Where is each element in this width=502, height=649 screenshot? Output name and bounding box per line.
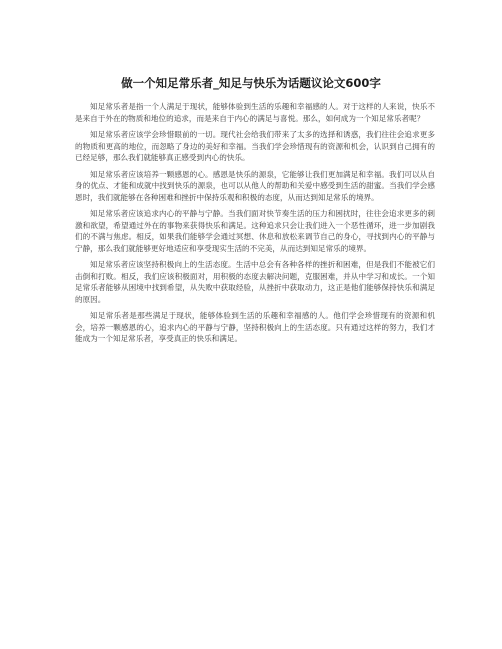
document-title: 做一个知足常乐者_知足与快乐为话题议论文600字 xyxy=(121,76,381,90)
paragraph-conclusion: 知足常乐者是那些满足于现状，能够体验到生活的乐趣和幸福感的人。他们学会珍惜现有的资源和机会，培养一颗感恩的心，追求内心的平静与宁静，坚持积极向上的生活态度。只有通过这样的努力，我们才能成为一个知足常乐者，享受真正的快乐和满足。 xyxy=(75,311,435,343)
paragraph-inner-peace: 知足常乐者应该追求内心的平静与宁静。当我们面对快节奏生活的压力和困扰时，往往会追求更多的刺激和欲望，希望通过外在的事物来获得快乐和满足。这种追求只会让我们进入一个恶性循环，进一步加剧我们的不满与焦虑。相反，如果我们能够学会通过冥想、休息和放松来调节自己的身心，寻找到内心的平静与宁静，那么我们就能够更好地适应和享受现实生活的不完美，从而达到知足常乐的境界。 xyxy=(75,209,435,253)
paragraph-gratitude: 知足常乐者应该培养一颗感恩的心。感恩是快乐的源泉，它能够让我们更加满足和幸福。我们可以从自身的优点、才能和成就中找到快乐的源泉，也可以从他人的帮助和关爱中感受到生活的甜蜜。当我们学会感恩时，我们就能够在各种困难和挫折中保持乐观和积极的态度，从而达到知足常乐的境界。 xyxy=(75,169,435,202)
document-body xyxy=(75,101,435,350)
paragraph-cherish: 知足常乐者应该学会珍惜眼前的一切。现代社会给我们带来了太多的选择和诱惑，我们往往会追求更多的物质和更高的地位，而忽略了身边的美好和幸福。当我们学会珍惜现有的资源和机会，认识到自己拥有的已经足够，那么我们就能够真正感受到内心的快乐。 xyxy=(75,130,435,162)
paragraph-intro: 知足常乐者是指一个人满足于现状，能够体验到生活的乐趣和幸福感的人。对于这样的人来说，快乐不是来自于外在的物质和地位的追求，而是来自于内心的满足与喜悦。那么，如何成为一个知足常乐者呢？ xyxy=(75,102,435,123)
paragraph-positive-attitude: 知足常乐者应该坚持积极向上的生活态度。生活中总会有各种各样的挫折和困难，但是我们不能被它们击倒和打败。相反，我们应该积极面对，用积极的态度去解决问题，克服困难，并从中学习和成长。一个知足常乐者能够从困境中找到希望，从失败中获取经验，从挫折中获取动力，这正是他们能够保持快乐和满足的原因。 xyxy=(75,260,435,304)
